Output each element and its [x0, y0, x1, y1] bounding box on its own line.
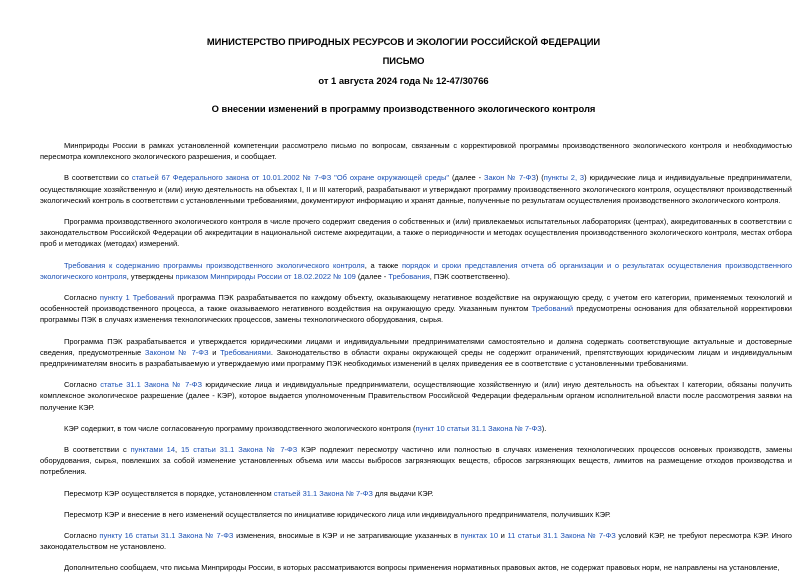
- paragraph-text: КЭР содержит, в том числе согласованную программу производственного экологического контроля (: [64, 423, 416, 433]
- law-link[interactable]: пункту 16 статьи 31.1 Закона № 7-ФЗ: [99, 531, 234, 541]
- law-link[interactable]: 11 статьи 31.1 Закона № 7-ФЗ: [507, 531, 616, 541]
- document-date-number: от 1 августа 2024 года № 12-47/30766: [318, 75, 489, 86]
- paragraph: [40, 488, 792, 499]
- law-link[interactable]: статьей 31.1 Закона № 7-ФЗ: [273, 488, 373, 498]
- paragraph-text: Согласно: [64, 531, 100, 541]
- paragraph-text: Программа ПЭК разрабатывается и утверждается юридическими лицами и индивидуальными предпринимателями самостоятельно и должна содержать соответствующие актуальные и достоверные сведения, предусмотренные: [40, 336, 792, 357]
- law-link[interactable]: Законом № 7-ФЗ: [144, 347, 209, 357]
- law-link[interactable]: пунктами 14: [130, 445, 175, 455]
- paragraph-text: В соответствии со: [64, 173, 132, 183]
- law-link[interactable]: Требования к содержанию программы производственного экологического контроля: [64, 260, 365, 270]
- law-link[interactable]: Требования: [388, 271, 430, 281]
- paragraph: [40, 172, 792, 206]
- paragraph-text: , утверждены: [126, 271, 176, 281]
- paragraph-text: предусмотрены основания для обязательной корректировки программы ПЭК в случаях изменения технологических процессов, замены технологического оборудования, сырья.: [40, 304, 792, 325]
- law-link[interactable]: пунктах 10: [460, 531, 499, 541]
- paragraph: [40, 292, 792, 326]
- paragraph-text: КЭР подлежит пересмотру частично или полностью в случаях изменения технологических процессов основных производств, замены оборудования, сырья, повлекших за собой изменение установленных объема или массы выбросов загрязняющих веществ, сбросов загрязняющих веществ, лимитов на размещение отходов производства и потребления.: [40, 445, 793, 477]
- law-link[interactable]: 15 статьи 31.1 Закона № 7-ФЗ: [180, 445, 298, 455]
- law-link[interactable]: статьей 67 Федерального закона от 10.01.2002 № 7-ФЗ "Об охране окружающей среды": [131, 173, 450, 183]
- law-link[interactable]: Закон № 7-ФЗ: [483, 173, 536, 183]
- paragraph-text: Минприроды России в рамках установленной компетенции рассмотрело письмо по вопросам, связанным с корректировкой программы производственного экологического контроля и необходимостью пересмотра комплексного экологического разрешения, и сообщает.: [40, 141, 792, 162]
- paragraph-text: условий КЭР, не требуют пересмотра КЭР. Иного законодательством не установлено.: [40, 531, 792, 552]
- paragraph: [40, 423, 792, 434]
- paragraph-text: ) (: [535, 173, 544, 183]
- paragraph: [40, 216, 792, 250]
- paragraph-text: Согласно: [64, 380, 101, 390]
- paragraph: [40, 379, 792, 413]
- law-link[interactable]: статье 31.1 Закона № 7-ФЗ: [100, 380, 202, 390]
- paragraph: [40, 140, 792, 162]
- law-link[interactable]: пункту 1 Требований: [99, 293, 175, 303]
- paragraph-text: и: [208, 347, 221, 357]
- paragraph: [40, 444, 792, 478]
- law-link[interactable]: Требований: [531, 304, 574, 314]
- paragraph-text: Пересмотр КЭР осуществляется в порядке, установленном: [64, 488, 274, 498]
- paragraph-text: изменения, вносимые в КЭР и не затрагивающие указанных в: [233, 531, 461, 541]
- paragraph-text: (далее -: [449, 173, 484, 183]
- paragraph-text: Согласно: [64, 293, 100, 303]
- paragraph-text: ).: [541, 423, 547, 433]
- paragraph-text: В соответствии с: [64, 445, 131, 455]
- ministry-title: МИНИСТЕРСТВО ПРИРОДНЫХ РЕСУРСОВ И ЭКОЛОГИИ РОССИЙСКОЙ ФЕДЕРАЦИИ: [206, 36, 601, 47]
- law-link[interactable]: пункты 2, 3: [543, 173, 585, 183]
- paragraph-text: программа ПЭК разрабатывается по каждому объекту, оказывающему негативное воздействие на окружающую среду, с учетом его категории, применяемых технологий и особенностей производственного процесса, а также оказываемого негативного воздействия на окружающую среду. Указанным пунктом: [40, 293, 793, 314]
- paragraph-text: юридические лица и индивидуальные предприниматели, осуществляющие хозяйственную и (или) иную деятельность на объектах I категории, обязаны получить комплексное экологическое разрешение (далее - КЭР), которое выдается уполномоченным Правительством Российской Федерации федеральным органом исполнительной власти после рассмотрения заявки на получение КЭР.: [40, 380, 792, 412]
- paragraph: [40, 562, 792, 573]
- paragraph-text: (далее -: [355, 271, 389, 281]
- paragraph: [40, 336, 792, 370]
- paragraph-text: , ПЭК соответственно).: [429, 271, 511, 281]
- law-link[interactable]: пункт 10 статьи 31.1 Закона № 7-ФЗ: [415, 423, 542, 433]
- paragraph-text: Пересмотр КЭР и внесение в него изменений осуществляется по инициативе юридического лица или индивидуального предпринимателя, получивших КЭР.: [64, 509, 611, 519]
- paragraph-text: , а также: [364, 260, 402, 270]
- law-link[interactable]: приказом Минприроды России от 18.02.2022 № 109: [175, 271, 356, 281]
- paragraph-text: ) юридические лица и индивидуальные предприниматели, осуществляющие хозяйственную и (или) иную деятельность на объектах I, II и III категорий, разрабатывают и утверждают программу производственного экологического контроля, осуществляют производственный экологический контроль в соответствии с установленными требованиями, документируют информацию и хранят данные, полученные по результатам осуществления производственного экологического контроля.: [40, 173, 792, 205]
- paragraph-text: ,: [175, 445, 181, 455]
- paragraph: [40, 260, 792, 282]
- document-subject: О внесении изменений в программу производственного экологического контроля: [211, 103, 596, 114]
- law-link[interactable]: порядок и сроки представления отчета об организации и о результатах осуществления производственного экологического контроля: [40, 260, 793, 281]
- paragraph-text: для выдачи КЭР.: [372, 488, 434, 498]
- paragraph: [40, 509, 792, 520]
- paragraph-text: Программа производственного экологического контроля в числе прочего содержит сведения о собственных и (или) привлекаемых испытательных лабораториях (центрах), аккредитованных в соответствии с законодательством Российской Федерации об аккредитации в национальной системе аккредитации, а также о периодичности и методах осуществления производственного экологического контроля, местах отбора проб и методиках (методах) измерений.: [40, 217, 792, 249]
- paragraph: [40, 530, 792, 552]
- document-body: [40, 140, 792, 584]
- law-link[interactable]: Требованиями: [220, 347, 271, 357]
- paragraph-text: . Законодательство в области охраны окружающей среды не содержит ограничений, препятствующих юридическим лицам и индивидуальным предпринимателям вносить в разрабатываемую и утверждаемую ими программу ПЭК необходимых изменений в целях приведения ее в соответствие с установленными требованиями.: [40, 347, 793, 369]
- document-type: ПИСЬМО: [382, 55, 425, 66]
- paragraph-text: Дополнительно сообщаем, что письма Минприроды России, в которых рассматриваются вопросы применения нормативных правовых актов, не содержат правовых норм, не направлены на установление,: [64, 563, 780, 573]
- paragraph-text: и: [498, 531, 508, 541]
